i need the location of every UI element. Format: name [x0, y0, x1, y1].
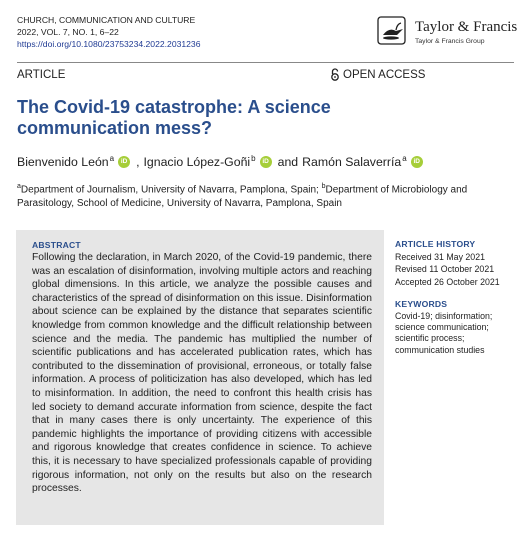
history-revised: Revised 11 October 2021	[395, 264, 495, 275]
affiliation-text: Department of Journalism, University of Navarra, Pamplona, Spain;	[20, 184, 322, 196]
keywords-block	[395, 299, 520, 356]
open-access-badge	[330, 68, 425, 81]
author-affil-mark: a	[109, 153, 115, 163]
publisher-name: Taylor & Francis	[415, 19, 518, 35]
author-name[interactable]: Ramón Salaverría	[302, 155, 402, 169]
article-title: The Covid-19 catastrophe: A science communication mess?	[17, 97, 331, 138]
open-lock-icon	[330, 68, 340, 81]
keywords-heading: KEYWORDS	[395, 299, 448, 309]
affil-mark: a	[17, 183, 21, 190]
affiliations	[17, 180, 517, 210]
history-heading: ARTICLE HISTORY	[395, 239, 476, 249]
keyword-line: scientific process;	[395, 333, 465, 344]
orcid-icon[interactable]: iD	[411, 156, 423, 168]
journal-volume: 2022, VOL. 7, NO. 1, 6–22	[17, 27, 119, 37]
keyword-line: Covid-19; disinformation;	[395, 311, 493, 321]
publisher-subtitle: Taylor & Francis Group	[415, 38, 485, 45]
keyword-line: communication studies	[395, 344, 485, 355]
author-affil-mark: a	[402, 153, 407, 163]
open-access-label: OPEN ACCESS	[343, 68, 426, 81]
abstract-heading: ABSTRACT	[32, 240, 81, 250]
doi-link[interactable]: https://doi.org/10.1080/23753234.2022.2031236	[17, 39, 201, 49]
history-received: Received 31 May 2021	[395, 252, 485, 262]
history-accepted: Accepted 26 October 2021	[395, 276, 500, 287]
author-separator: and	[277, 155, 299, 169]
journal-info	[17, 14, 201, 50]
author-name[interactable]: Ignacio López-Goñi	[143, 155, 251, 169]
keyword-line: science communication;	[395, 322, 489, 333]
lamp-icon	[376, 16, 410, 46]
article-history	[395, 239, 520, 288]
header-divider	[17, 62, 514, 63]
affiliation-text: Department of Microbiology and Parasitology, School of Medicine, University of Navarra, Pamplona, Spain	[17, 184, 468, 209]
orcid-icon[interactable]: iD	[118, 156, 130, 168]
orcid-icon[interactable]: iD	[260, 156, 272, 168]
author-separator: ,	[136, 155, 140, 169]
journal-name: CHURCH, COMMUNICATION AND CULTURE	[17, 15, 196, 25]
author-name[interactable]: Bienvenido León	[17, 155, 109, 169]
article-type: ARTICLE	[17, 69, 66, 81]
author-list	[17, 155, 429, 169]
affil-mark: b	[321, 183, 326, 190]
publisher-logo[interactable]	[376, 16, 516, 46]
abstract-text: Following the declaration, in March 2020, of the Covid-19 pandemic, there was an escalation of disinformation, involving multiple actors and reaching global dimensions. In this article, we analyze the possible causes and characteristics of the spread of disinformation on this issue. Disinformation about science can be explained by the distance that separates scientific knowledge from common knowledge and the difficult relationship between science and the media. The pandemic has multiplied the number of scientific publications and has accelerated publication rates, which has contributed to the dissemination of provisional, erroneous, or totally false information. A process of politicization has also developed, which has led to misinformation. In addition, the need to confront this health crisis has led society to demand accurate information from science, despite the fact that in many cases there is only uncertainty. The experience of this pandemic highlights the importance of providing citizens with accessible and rigorous knowledge that creates confidence in science. To achieve this, it is necessary to have specialized professionals capable of providing rigorous information, not only on the results but also on the research processes.	[32, 252, 372, 495]
author-affil-mark: b	[251, 153, 256, 163]
